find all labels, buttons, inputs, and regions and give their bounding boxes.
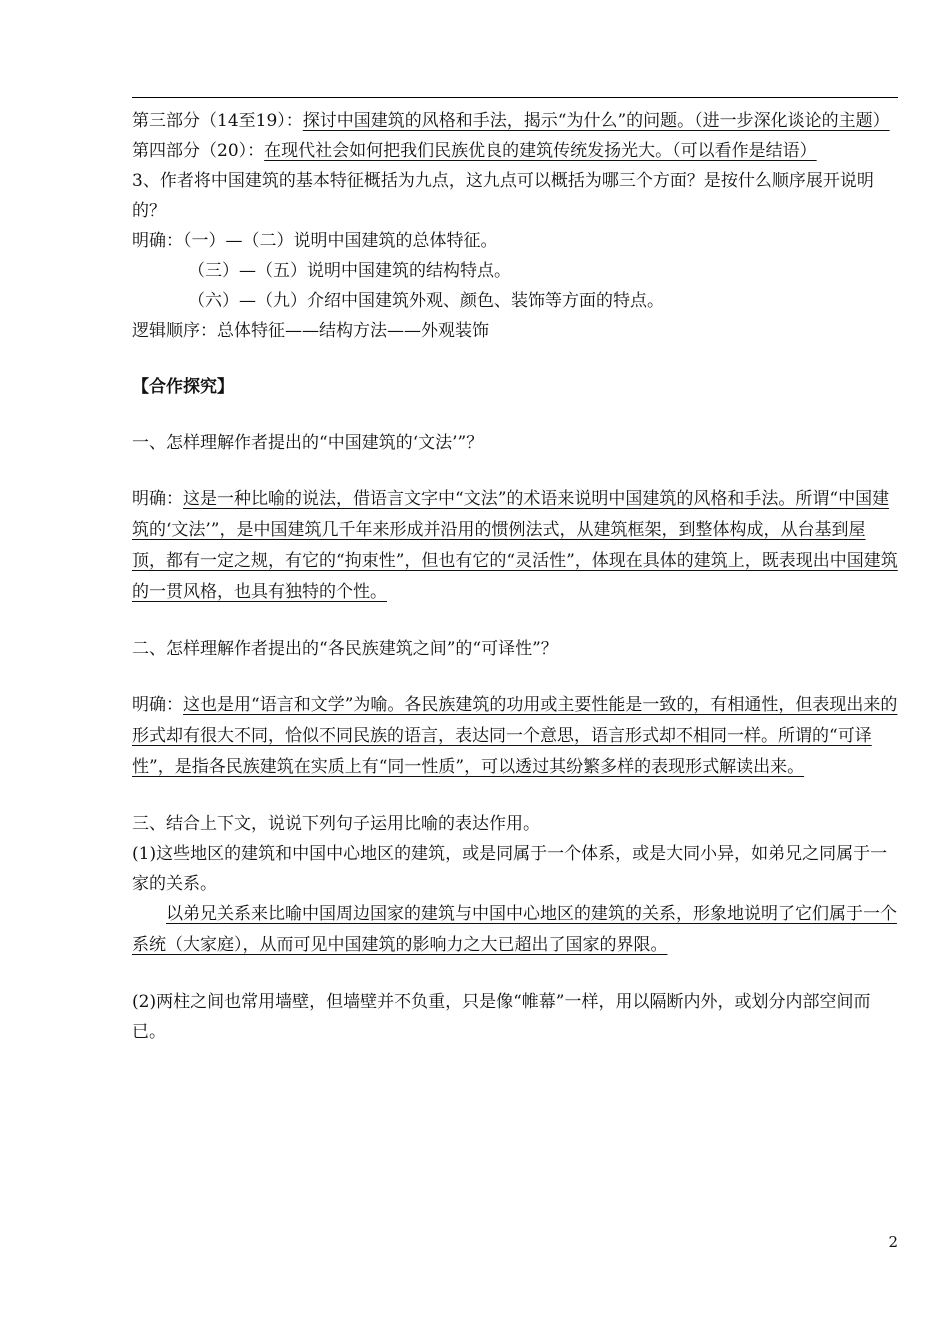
part3-label: 第三部分（14至19）： bbox=[132, 111, 303, 131]
part3-text: 探讨中国建筑的风格和手法，揭示“为什么”的问题。（进一步深化谈论的主题） bbox=[302, 111, 890, 131]
part4-label: 第四部分（20）： bbox=[132, 141, 265, 161]
coop3-item-1-answer-text: 以弟兄关系来比喻中国周边国家的建筑与中国中心地区的建筑的关系，形象地说明了它们属于一个系统（大家庭），从而可见中国建筑的影响力之大已超出了国家的界限。 bbox=[132, 904, 897, 955]
q3-answer-label: 明确： bbox=[132, 231, 183, 251]
q3-answer-line1: 明确：（一）—（二）说明中国建筑的总体特征。 bbox=[132, 231, 498, 251]
header-rule bbox=[132, 97, 898, 98]
coop-answer-2 bbox=[132, 690, 898, 783]
q3-answer-line3: （六）—（九）介绍中国建筑外观、颜色、装饰等方面的特点。 bbox=[188, 291, 664, 311]
coop-question-3: 三、结合上下文，说说下列句子运用比喻的表达作用。 bbox=[132, 814, 540, 834]
coop-answer-1-label: 明确： bbox=[132, 489, 183, 509]
coop3-item-1: (1)这些地区的建筑和中国中心地区的建筑，或是同属于一个体系，或是大同小异，如弟兄之同属于一家的关系。 bbox=[132, 844, 888, 894]
section-title: 【合作探究】 bbox=[132, 377, 234, 397]
part4-text: 在现代社会如何把我们民族优良的建筑传统发扬光大。（可以看作是结语） bbox=[264, 141, 817, 161]
coop-answer-2-label: 明确： bbox=[132, 695, 183, 715]
part4-line bbox=[132, 136, 898, 166]
page-number: 2 bbox=[888, 1233, 898, 1251]
coop-question-1: 一、怎样理解作者提出的“中国建筑的‘文法’”？ bbox=[132, 433, 484, 453]
page-content bbox=[132, 106, 898, 1047]
coop-answer-2-text: 这也是用“语言和文学”为喻。各民族建筑的功用或主要性能是一致的，有相通性，但表现出来的形式却有很大不同，恰似不同民族的语言，表达同一个意思，语言形式却不相同一样。所谓的“可译性”，是指各民族建筑在实质上有“同一性质”，可以透过其纷繁多样的表现形式解读出来。 bbox=[132, 695, 898, 777]
coop-question-2: 二、怎样理解作者提出的“各民族建筑之间”的“可译性”？ bbox=[132, 639, 558, 659]
question-3: 3、作者将中国建筑的基本特征概括为九点，这九点可以概括为哪三个方面？是按什么顺序展开说明的？ bbox=[132, 171, 874, 221]
coop-answer-1-text: 这是一种比喻的说法，借语言文字中“文法”的术语来说明中国建筑的风格和手法。所谓“中国建筑的‘文法’”，是中国建筑几千年来形成并沿用的惯例法式，从建筑框架，到整体构成，从台基到屋顶，都有一定之规，有它的“拘束性”，但也有它的“灵活性”，体现在具体的建筑上，既表现出中国建筑的一贯风格，也具有独特的个性。 bbox=[132, 489, 898, 602]
coop3-item-2: (2)两柱之间也常用墙壁，但墙壁并不负重，只是像“帷幕”一样，用以隔断内外，或划分内部空间而已。 bbox=[132, 992, 871, 1042]
coop3-item-1-answer bbox=[132, 899, 898, 961]
logical-order: 逻辑顺序：总体特征——结构方法——外观装饰 bbox=[132, 321, 489, 341]
part3-line bbox=[132, 106, 898, 136]
q3-answer-line2: （三）—（五）说明中国建筑的结构特点。 bbox=[188, 261, 511, 281]
coop-answer-1 bbox=[132, 484, 898, 608]
